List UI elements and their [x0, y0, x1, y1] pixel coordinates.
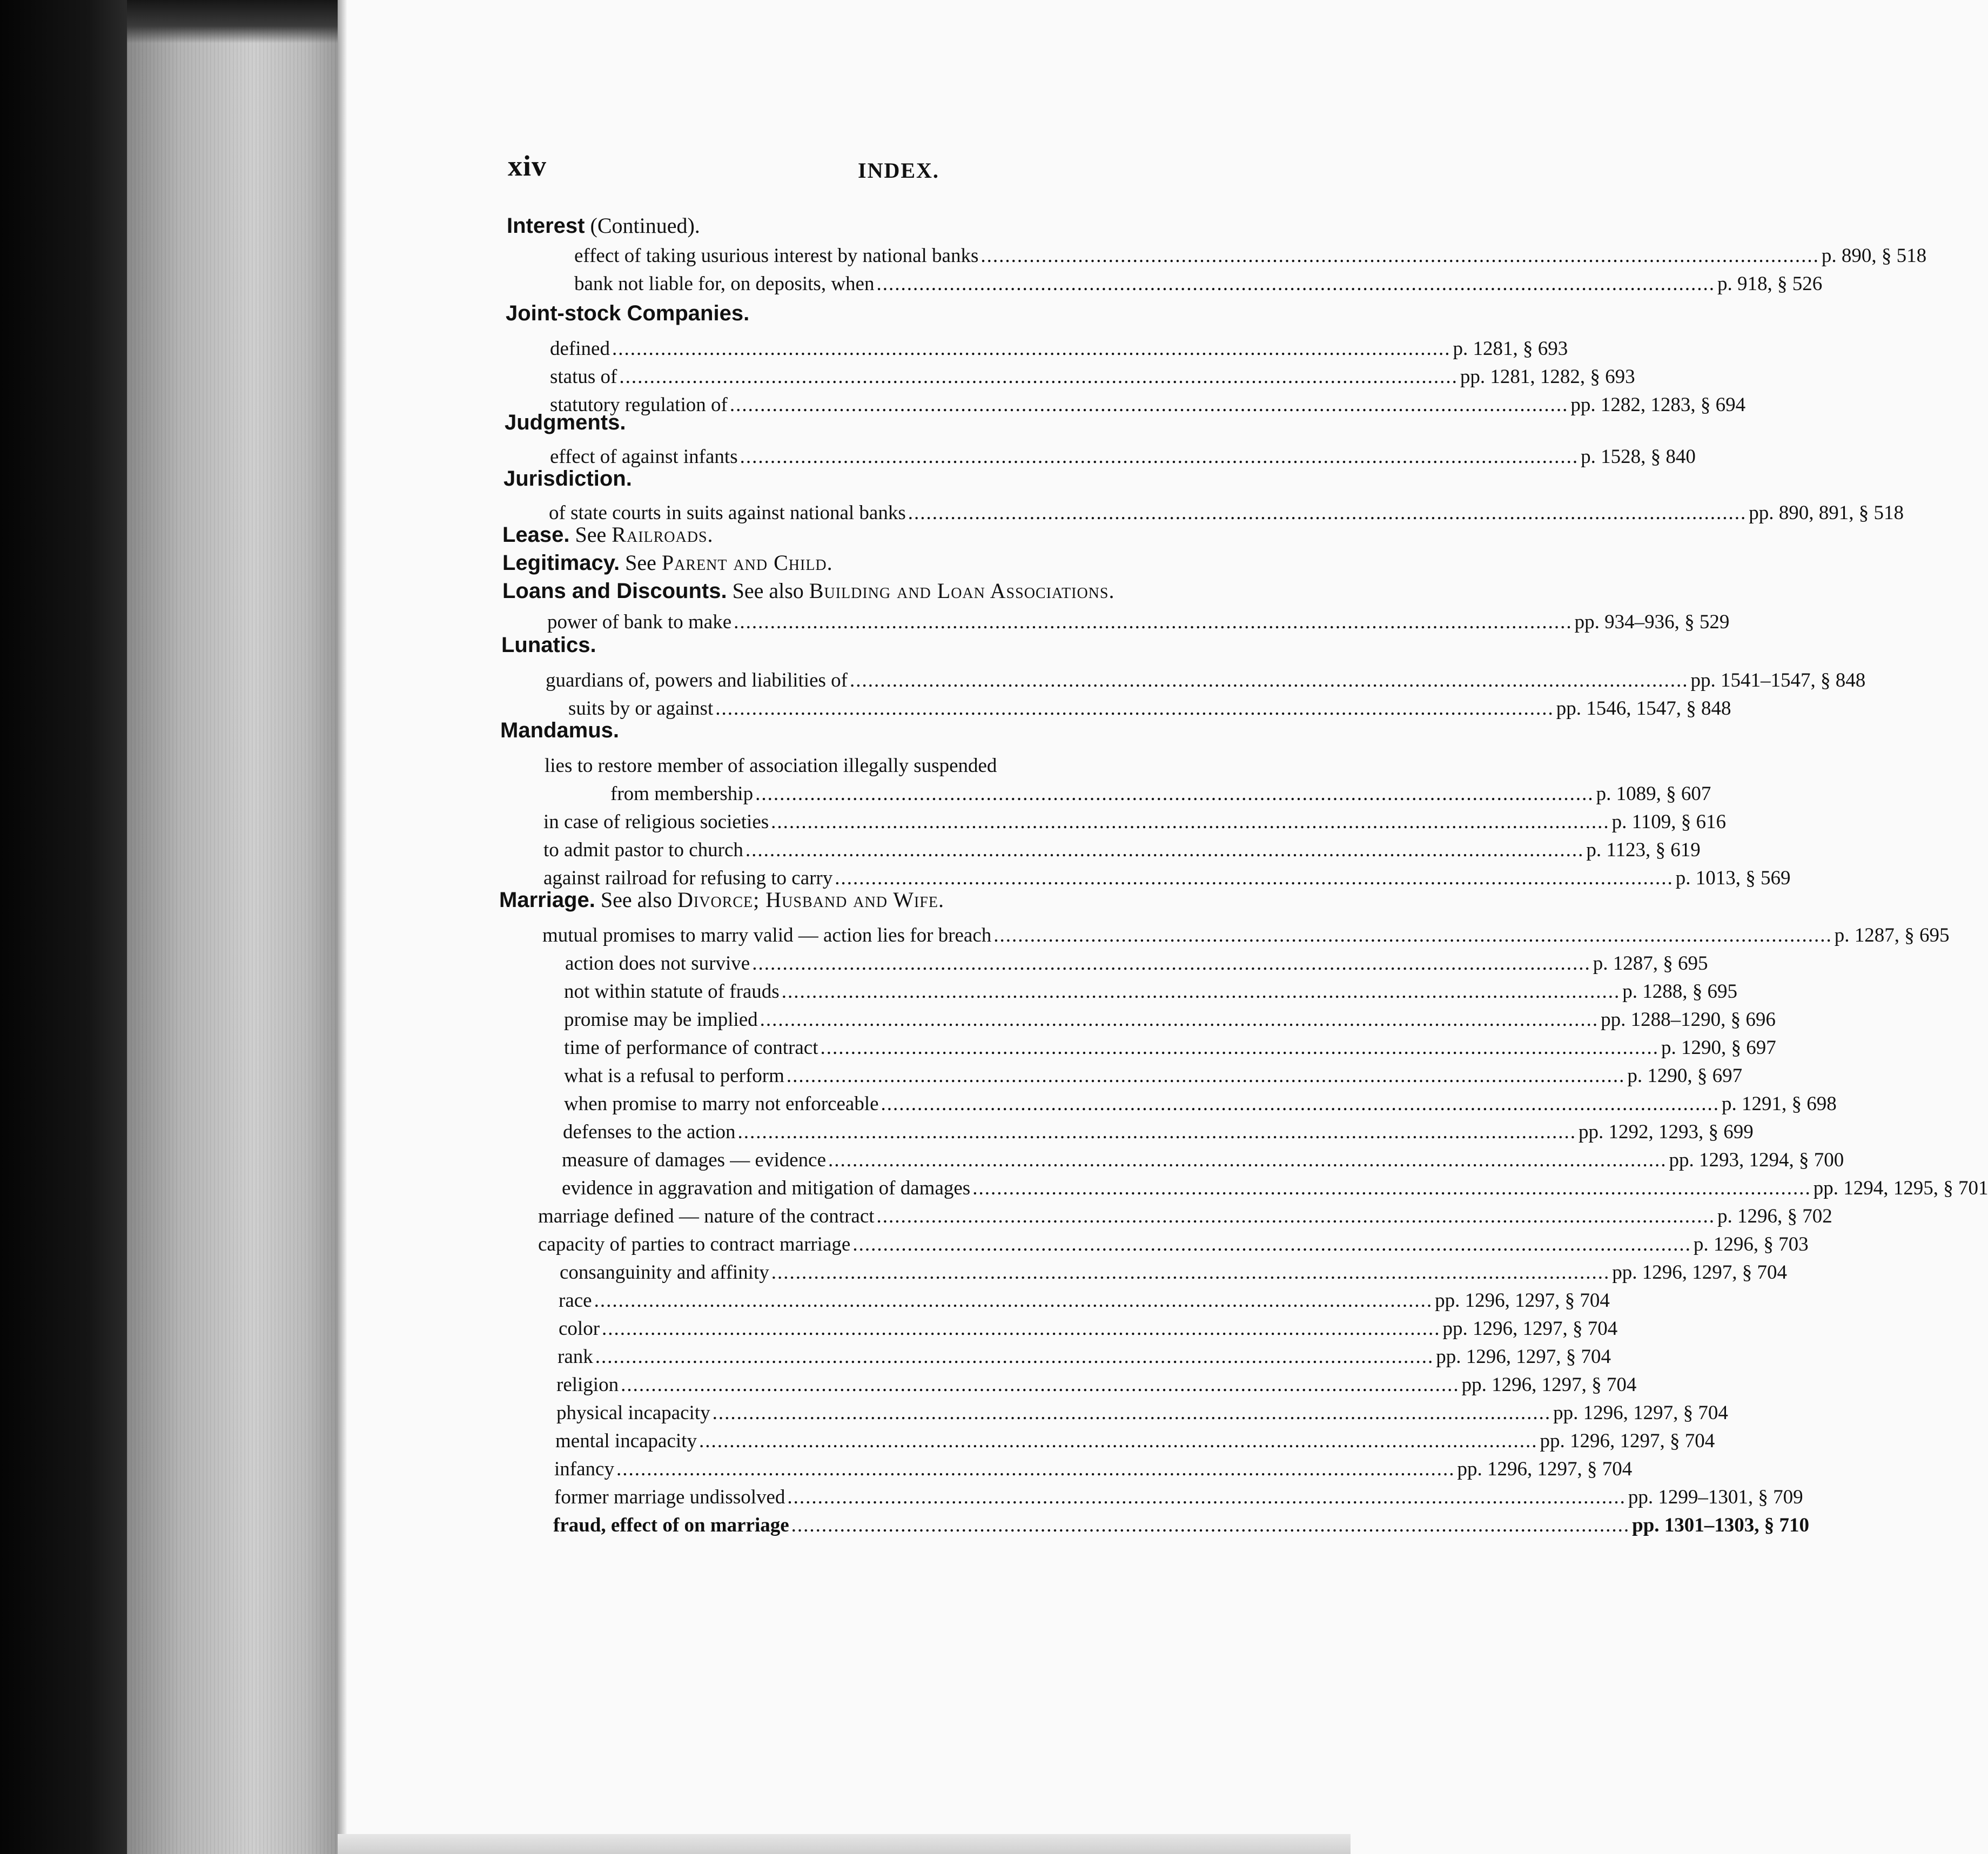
index-entry: defined .......................................................................................................................................... p. 1281, § 693: [550, 338, 1568, 360]
index-entry: suits by or against .......................................................................................................................................... pp. 1546, 1547, § 848: [568, 697, 1731, 720]
index-entry: defenses to the action .......................................................................................................................................... pp. 1292, 1293, § 699: [563, 1121, 1754, 1143]
index-entry: capacity of parties to contract marriage .......................................................................................................................................... p. 1296, § 703: [538, 1233, 1809, 1255]
index-entry: of state courts in suits against national banks .......................................................................................................................................... pp. 890, 891, § 518: [549, 502, 1904, 524]
index-entry: marriage defined — nature of the contract .......................................................................................................................................... p. 1296, § 702: [538, 1205, 1832, 1227]
index-entry: religion .......................................................................................................................................... pp. 1296, 1297, § 704: [556, 1374, 1637, 1396]
index-entry: statutory regulation of .......................................................................................................................................... pp. 1282, 1283, § 694: [550, 394, 1746, 416]
index-entry: against railroad for refusing to carry .......................................................................................................................................... p. 1013, § 569: [543, 867, 1791, 889]
index-entry: to admit pastor to church .......................................................................................................................................... p. 1123, § 619: [543, 839, 1701, 861]
heading-joint-stock-companies: Joint-stock Companies.: [506, 301, 750, 325]
index-entry: infancy .......................................................................................................................................... pp. 1296, 1297, § 704: [554, 1458, 1633, 1480]
index-entry: what is a refusal to perform .......................................................................................................................................... p. 1290, § 697: [564, 1065, 1743, 1087]
heading-lease: Lease. See Railroads.: [502, 522, 714, 547]
heading-mandamus: Mandamus.: [500, 718, 620, 742]
index-entry: color .......................................................................................................................................... pp. 1296, 1297, § 704: [559, 1318, 1618, 1340]
index-entry: guardians of, powers and liabilities of .......................................................................................................................................... pp. 1541–1547, § 848: [546, 669, 1866, 691]
index-entry: promise may be implied .......................................................................................................................................... pp. 1288–1290, § 696: [564, 1009, 1776, 1031]
index-entry: race .......................................................................................................................................... pp. 1296, 1297, § 704: [559, 1289, 1610, 1312]
index-entry: lies to restore member of association illegally suspended: [545, 755, 997, 777]
index-entry: former marriage undissolved .......................................................................................................................................... pp. 1299–1301, § 709: [554, 1486, 1803, 1508]
index-entry: time of performance of contract .......................................................................................................................................... p. 1290, § 697: [564, 1037, 1776, 1059]
page-number: xiv: [508, 150, 547, 182]
index-entry: status of .......................................................................................................................................... pp. 1281, 1282, § 693: [550, 366, 1635, 388]
index-entry: physical incapacity .......................................................................................................................................... pp. 1296, 1297, § 704: [556, 1402, 1728, 1424]
index-entry: in case of religious societies .......................................................................................................................................... p. 1109, § 616: [543, 811, 1727, 833]
index-entry: power of bank to make .......................................................................................................................................... pp. 934–936, § 529: [547, 611, 1730, 633]
index-entry: not within statute of frauds .......................................................................................................................................... p. 1288, § 695: [564, 980, 1737, 1003]
heading-lunatics: Lunatics.: [501, 633, 596, 657]
index-entry: measure of damages — evidence .......................................................................................................................................... pp. 1293, 1294, § 700: [562, 1149, 1844, 1171]
index-entry: action does not survive .......................................................................................................................................... p. 1287, § 695: [565, 952, 1708, 975]
index-entry: consanguinity and affinity .......................................................................................................................................... pp. 1296, 1297, § 704: [560, 1261, 1787, 1284]
index-entry: mutual promises to marry valid — action lies for breach .......................................................................................................................................... p. 1287, § 695: [542, 924, 1950, 946]
heading-interest: Interest (Continued).: [507, 213, 700, 238]
index-entry: effect of against infants .......................................................................................................................................... p. 1528, § 840: [550, 446, 1696, 468]
index-entry: from membership .......................................................................................................................................... p. 1089, § 607: [610, 783, 1711, 805]
heading-loans-and-discounts: Loans and Discounts. See also Building and Loan Associations.: [502, 579, 1115, 603]
index-entry: bank not liable for, on deposits, when .......................................................................................................................................... p. 918, § 526: [574, 273, 1823, 295]
index-entry: evidence in aggravation and mitigation of damages .......................................................................................................................................... pp. 1294, 1295, § 701: [562, 1177, 1988, 1199]
index-entry: when promise to marry not enforceable .......................................................................................................................................... p. 1291, § 698: [564, 1093, 1837, 1115]
page-title: INDEX.: [858, 158, 939, 183]
index-entry: fraud, effect of on marriage .......................................................................................................................................... pp. 1301–1303, § 710: [553, 1514, 1810, 1536]
index-entry: effect of taking usurious interest by national banks .......................................................................................................................................... p. 890, § 518: [574, 245, 1927, 267]
index-entry: rank .......................................................................................................................................... pp. 1296, 1297, § 704: [558, 1346, 1611, 1368]
heading-jurisdiction: Jurisdiction.: [503, 467, 632, 491]
index-entry: mental incapacity .......................................................................................................................................... pp. 1296, 1297, § 704: [555, 1430, 1715, 1452]
heading-legitimacy: Legitimacy. See Parent and Child.: [502, 550, 833, 575]
heading-judgments: Judgments.: [505, 411, 626, 434]
heading-marriage: Marriage. See also Divorce; Husband and Wife.: [499, 888, 944, 912]
